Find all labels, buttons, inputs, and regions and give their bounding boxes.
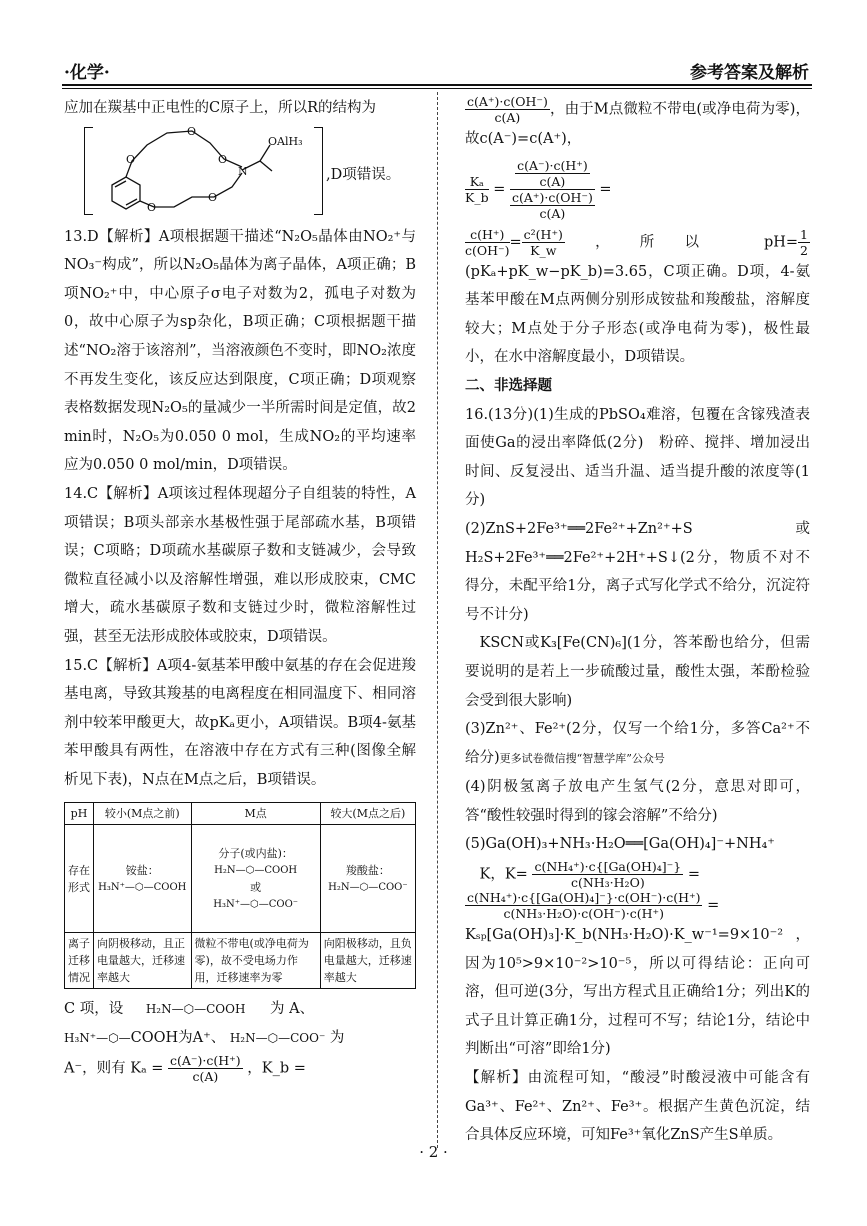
- svg-text:O: O: [218, 152, 228, 166]
- or-label: 或: [250, 880, 262, 894]
- header-rule-thin: [62, 88, 812, 89]
- th-after: 较大(M点之后): [320, 803, 415, 825]
- svg-text:O: O: [126, 152, 136, 166]
- svg-text:O: O: [187, 124, 197, 138]
- k-label: K，K=: [479, 866, 528, 883]
- page-header: [64, 58, 809, 84]
- coo-label: COO⁻: [268, 898, 299, 910]
- frac-num: c²(H⁺): [523, 226, 563, 242]
- r-text-2: ，所以 pH=: [564, 234, 799, 251]
- cell-molecule-label: 分子(或内盐)：: [218, 846, 293, 860]
- answer-16-5-k: K，K= $\frac{\text{c(NH₄⁺)·c\{[Ga(OH)₄]⁻\}}}{\text{c(NH₃·H₂O)}}$ =: [479, 859, 700, 891]
- frac-num: c(NH₄⁺)·c{[Ga(OH)₄]⁻}·c(OH⁻)·c(H⁺): [467, 890, 701, 906]
- answer-16-5-k2: $\frac{\text{c(NH₄⁺)·c\{[Ga(OH)₄]⁻\}·c(OH⁻)·c(H⁺)}}{\text{c(NH₃·H₂O)·c(OH⁻)·c(H⁺)}}$ =: [467, 890, 720, 922]
- frac-num: c(A⁻)·c(H⁺): [517, 157, 588, 173]
- structure-figure: [64, 123, 416, 223]
- h3n-label: H₃N⁺: [64, 1031, 97, 1046]
- frac-den: 2: [800, 242, 808, 258]
- fraction-complex: [510, 158, 595, 221]
- fraction-ka: [168, 1053, 243, 1084]
- answer-16-2: (2)ZnS+2Fe³⁺══2Fe²⁺+Zn²⁺+S 或 H₂S+2Fe³⁺══2Fe²⁺+2H⁺+S↓(2分，物质不对不得分，未配平给1分，离子式写化学式不给分，沉淀符号不计分): [465, 520, 810, 623]
- svg-text:O: O: [208, 190, 218, 204]
- frac-den: c(A): [539, 173, 566, 189]
- answer-16-5-result: Kₛₚ[Ga(OH)₃]·K_b(NH₃·H₂O)·K_w⁻¹=9×10⁻²，因为10⁵>9×10⁻²>10⁻⁵，所以可得结论：正向可溶，但可逆(3分，写出方程式且正确给1分；列出K的式子且计算正确1分，过程可不写；结论1分，结论中判断出“可溶”即给1分): [465, 927, 810, 1058]
- cooh-label: COOH: [153, 881, 187, 893]
- fraction-half: [798, 227, 810, 258]
- frac-den: c(A): [494, 110, 521, 125]
- c-text-1b: 为 A、: [270, 1001, 315, 1018]
- cell-ammonium-label: 铵盐：: [125, 863, 159, 877]
- r-text-2b: (pKₐ+pK_w−pK_b)=3.65，C项正确。D项，4-氨基苯甲酸在M点两侧分别形成铵盐和羧酸盐，溶解度较大；M点处于分子形态(或净电荷为零)，极性最小，在水中溶解度最小，D项错误。: [465, 263, 810, 366]
- frac-num: c(A⁻)·c(H⁺): [170, 1052, 241, 1068]
- frac-num: c(H⁺): [465, 227, 510, 243]
- promo-note: 更多试卷微信搜“智慧学库”公众号: [499, 751, 665, 765]
- cell-mig-m: 微粒不带电(或净电荷为零)，故不受电场力作用，迁移速率为零: [191, 933, 320, 989]
- h2n-label: H₂N: [328, 881, 350, 893]
- row-label-form: 存在形式: [65, 825, 94, 933]
- cell-molecule: 分子(或内盐)： H₂N—⬡—COOH 或 H₃N⁺—⬡—COO⁻: [191, 825, 320, 933]
- frac-num: Kₐ: [465, 174, 489, 190]
- right-column: [465, 94, 810, 1150]
- bracket-right: [314, 127, 323, 215]
- structure-label: OAlH₃: [268, 134, 303, 148]
- answer-15: 15.C【解析】A项4-氨基苯甲酸中氨基的存在会促进羧基电离，导致其羧基的电离程度在相同温度下、相同溶剂中较苯甲酸更大，故pKₐ更小，A项错误。B项4-氨基苯甲酸具有两性，在溶液中存在方式有三种(图像全解析见下表)，N点在M点之后，B项错误。: [64, 657, 416, 788]
- c-line-1: C 项，设 H₂N—⬡—COOH 为 A、: [64, 1001, 315, 1018]
- fraction-h2-kw: [522, 227, 565, 258]
- frac-den: [510, 190, 595, 221]
- th-before: 较小(M点之前): [94, 803, 192, 825]
- header-rule: [62, 84, 812, 86]
- answer-16-3-text: (3)Zn²⁺、Fe²⁺(2分，仅写一个给1分，多答Ca²⁺不给分): [465, 721, 810, 766]
- answer-16-1: 16.(13分)(1)生成的PbSO₄难溶，包覆在含镓残渣表面使Ga的浸出率降低(2分) 粉碎、搅拌、增加浸出时间、反复浸出、适当升温、适当提升酸的浓度等(1分): [465, 406, 810, 509]
- h2n-label: H₂N: [145, 1002, 172, 1017]
- c-text-1: C 项，设: [64, 1001, 124, 1018]
- r-line-2: $\frac{\text{Kₐ}}{K\_b}$ = $\frac{\frac{c(A^-)\cdot c(H^+)}{c(A)}}{\frac{c(A^+)\cdot c(OH^-)}{c(A)}}$ =: [465, 157, 612, 221]
- h3n-label: H₃N⁺: [98, 881, 125, 893]
- svg-text:O: O: [147, 200, 157, 214]
- c-line-2: H₃N⁺—⬡—COOH为A⁺、 H₂N—⬡—COO⁻ 为: [64, 1030, 345, 1047]
- frac-num: c(NH₄⁺)·c{[Ga(OH)₄]⁻}: [534, 859, 682, 875]
- subject-label: ·化学·: [64, 63, 110, 83]
- page-number: · 2 ·: [419, 1143, 448, 1161]
- frac-den: c(A): [539, 205, 566, 221]
- cooh-label: COOH: [264, 864, 298, 876]
- answer-16-5: (5)Ga(OH)₃+NH₃·H₂O══[Ga(OH)₄]⁻+NH₄⁺: [465, 836, 775, 853]
- cell-carboxylate-label: 羧酸盐：: [345, 863, 390, 877]
- analysis-16: 【解析】由流程可知，“酸浸”时酸浸液中可能含有Ga³⁺、Fe²⁺、Zn²⁺、Fe³⁺。根据产生黄色沉淀，结合具体反应环境，可知Fe³⁺氧化ZnS产生S单质。: [465, 1070, 810, 1144]
- frac-num: 1: [800, 226, 808, 242]
- crown-ether-structure: [92, 123, 322, 219]
- h2n-label: H₂N: [229, 1031, 256, 1046]
- cooh-label: COOH: [206, 1002, 246, 1017]
- answer-16-4: (4)阴极氢离子放电产生氢气(2分，意思对即可，答“酸性较强时得到的镓会溶解”不给分): [465, 779, 810, 824]
- cell-mig-before: 向阴极移动，且正电量越大，迁移速率越大: [94, 933, 192, 989]
- c-text-3b: ，K_b =: [247, 1060, 306, 1077]
- svg-text:N: N: [238, 164, 248, 178]
- frac-den: c(OH⁻): [465, 242, 510, 258]
- frac-den: K_w: [530, 242, 557, 258]
- answer-14: 14.C【解析】A项该过程体现超分子自组装的特性，A项错误；B项头部亲水基极性强于尾部疏水基，B项错误；C项略；D项疏水基碳原子数和支链减少，会导致微粒直径减小以及溶解性增强，难以形成胶束，CMC增大，疏水基碳原子数和支链过少时，微粒溶解性过强，甚至无法形成胶体或胶束，D项错误。: [64, 485, 416, 645]
- h2n-label: H₂N: [214, 864, 236, 876]
- cell-ammonium: 铵盐： H₃N⁺—⬡—COOH: [94, 825, 192, 933]
- c-line-3: [64, 1053, 416, 1084]
- row-label-migration: 离子迁移情况: [65, 933, 94, 989]
- frac-num: c(A⁺)·c(OH⁻): [511, 189, 593, 205]
- answer-text: 应加在羰基中正电性的C原子上，所以R的结构为: [64, 100, 377, 116]
- answer-13: 13.D【解析】A项根据题干描述“N₂O₅晶体由NO₂⁺与NO₃⁻构成”，所以N₂O₅晶体为离子晶体，A项正确；B项NO₂⁺中，中心原子σ电子对数为2，孤电子对数为0，故中心原子为sp杂化，B项正确；C项根据题干描述“NO₂溶于该溶剂”，当溶液颜色不变时，即NO₂浓度不再发生变化，该反应达到限度，C项正确；D项观察表格数据发现N₂O₅的量减少一半所需时间是定值，故2 min时，N₂O₅为0.050 0 mol，生成NO₂的平均速率应为0.050 0 mol/min，D项错误。: [64, 228, 416, 474]
- th-m: M点: [191, 803, 320, 825]
- fraction-k1: [532, 859, 683, 890]
- frac-den: c(A): [192, 1068, 219, 1084]
- left-column: [64, 94, 416, 1084]
- r-line-1: [465, 94, 810, 154]
- frac-den: c(NH₃·H₂O)·c(OH⁻)·c(H⁺): [503, 906, 664, 922]
- column-divider: [437, 92, 438, 1148]
- cell-carboxylate: 羧酸盐： H₂N—⬡—COO⁻: [320, 825, 415, 933]
- section-heading: 二、非选择题: [465, 376, 552, 394]
- th-ph: pH: [65, 803, 94, 825]
- coo-label: COO⁻: [378, 881, 408, 893]
- coo-label: COO⁻: [290, 1031, 326, 1046]
- h3n-label: H₃N⁺: [213, 898, 240, 910]
- r-text-1: ，由于M点微粒不带电(或净电荷为零)，故c(A⁻)=c(A⁺)，: [465, 101, 810, 147]
- fraction-k2: [465, 890, 702, 921]
- answer-16-3: [465, 715, 810, 773]
- comparison-table: [64, 802, 416, 989]
- answer-16-2b: KSCN或K₃[Fe(CN)₆](1分，答苯酚也给分，但需要说明的是若上一步硫酸过量，酸性太强，苯酚检验会受到很大影响): [465, 635, 810, 709]
- structure-tail: ,D项错误。: [326, 166, 401, 183]
- c-text-2b: 为: [329, 1030, 345, 1047]
- frac-num: c(A⁺)·c(OH⁻): [467, 94, 548, 109]
- c-text-3: A⁻，则有 Kₐ =: [64, 1060, 164, 1077]
- r-line-3: $\frac{c(H^+)}{c(OH^-)}$ = $\frac{\text{c²(H⁺)}}{K\_w}$ ，所以 pH= $\frac{1}{2}$ (pKₐ+pK_w−pK_b)=3.65，C项正确。D项，4-氨基苯甲酸在M点两侧分别形成铵盐和羧酸盐，溶解度较大；M点处于分子形态(或净电荷为零)，极性最小，在水中溶解度最小，D项错误。: [465, 226, 810, 366]
- fraction-ka-kb: [465, 174, 489, 205]
- frac-den: c(NH₃·H₂O): [570, 875, 645, 891]
- cell-mig-after: 向阳极移动，且负电量越大，迁移速率越大: [320, 933, 415, 989]
- frac-den: K_b: [465, 189, 489, 205]
- frac-num: [510, 158, 595, 190]
- c-text-2: COOH为A⁺、: [130, 1030, 226, 1047]
- fraction-kb: [465, 94, 550, 125]
- section-title: 参考答案及解析: [690, 63, 809, 83]
- fraction-h-oh: [465, 227, 510, 258]
